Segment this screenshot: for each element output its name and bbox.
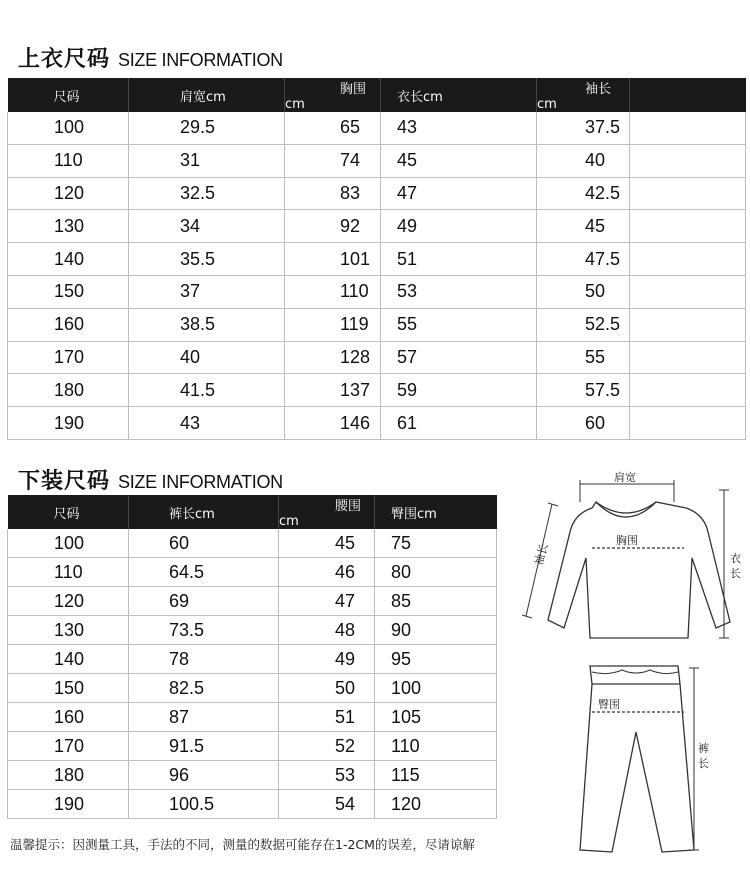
table-cell: [285, 407, 381, 440]
table-cell: [8, 177, 129, 210]
table-row: [8, 645, 497, 674]
cell-value: 87: [169, 706, 190, 727]
cell-value: 170: [54, 346, 85, 367]
column-header: [129, 495, 279, 529]
table-row: [8, 616, 497, 645]
top-title-en: SIZE INFORMATION: [118, 50, 283, 70]
table-cell: [279, 790, 375, 819]
shoulder-label: 肩宽: [614, 471, 636, 484]
table-cell: [630, 308, 746, 341]
table-cell: [537, 144, 630, 177]
table-cell: [537, 407, 630, 440]
table-cell: [279, 529, 375, 558]
cell-value: 38.5: [180, 314, 216, 335]
table-cell: [630, 407, 746, 440]
table-cell: [129, 587, 279, 616]
cell-value: 43: [180, 412, 201, 433]
cell-value: 137: [340, 379, 371, 400]
cell-value: [630, 380, 646, 400]
table-cell: [279, 674, 375, 703]
table-cell: [8, 616, 129, 645]
table-cell: [285, 144, 381, 177]
cell-value: 52: [335, 735, 356, 756]
cell-value: 60: [585, 412, 606, 433]
column-header: [285, 78, 381, 112]
cell-value: 92: [340, 215, 361, 236]
table-cell: [285, 177, 381, 210]
cell-value: 47: [397, 182, 418, 203]
bottom-size-table: [7, 495, 497, 819]
cell-value: 45: [585, 215, 606, 236]
table-header-row: [8, 495, 497, 529]
cell-value: 73.5: [169, 619, 205, 640]
cell-value: 110: [340, 281, 369, 302]
table-row: [8, 112, 746, 144]
table-cell: [630, 275, 746, 308]
cell-value: 101: [340, 248, 371, 269]
column-header: [375, 495, 497, 529]
measurement-diagram: [508, 462, 748, 862]
table-cell: [375, 732, 497, 761]
table-cell: [381, 308, 537, 341]
column-header-label: 裤长cm: [169, 506, 215, 522]
table-cell: [129, 529, 279, 558]
cell-value: [630, 249, 646, 269]
cell-value: 48: [335, 619, 356, 640]
cell-value: 65: [340, 117, 361, 138]
cell-value: 69: [169, 590, 190, 611]
table-row: [8, 308, 746, 341]
cell-value: 51: [397, 248, 418, 269]
table-cell: [375, 761, 497, 790]
cell-value: [630, 413, 646, 433]
cell-value: 91.5: [169, 735, 205, 756]
cell-value: 37.5: [585, 117, 621, 138]
table-cell: [8, 732, 129, 761]
column-header: [381, 78, 537, 112]
table-cell: [285, 243, 381, 276]
cell-value: 115: [391, 764, 420, 785]
top-length-label-1: 衣: [730, 552, 741, 565]
cell-value: 57: [397, 346, 418, 367]
cell-value: 82.5: [169, 677, 205, 698]
cell-value: [630, 150, 646, 170]
table-cell: [375, 674, 497, 703]
table-cell: [381, 275, 537, 308]
cell-value: 64.5: [169, 561, 205, 582]
table-cell: [8, 144, 129, 177]
table-row: [8, 210, 746, 243]
cell-value: 160: [54, 706, 85, 727]
bottom-title-cn: 下装尺码: [18, 469, 111, 494]
table-cell: [630, 144, 746, 177]
cell-value: 130: [54, 619, 85, 640]
table-cell: [8, 374, 129, 407]
column-header: [8, 495, 129, 529]
column-header-label: 腰围cm: [279, 499, 362, 529]
table-cell: [8, 275, 129, 308]
table-cell: [630, 243, 746, 276]
cell-value: 50: [585, 281, 606, 302]
table-cell: [537, 243, 630, 276]
table-cell: [129, 674, 279, 703]
table-row: [8, 374, 746, 407]
column-header-label: 尺码: [53, 89, 80, 105]
table-cell: [129, 112, 285, 144]
table-row: [8, 761, 497, 790]
cell-value: 55: [397, 314, 418, 335]
cell-value: 51: [335, 706, 356, 727]
cell-value: 83: [340, 182, 361, 203]
table-cell: [630, 177, 746, 210]
table-cell: [279, 761, 375, 790]
table-row: [8, 177, 746, 210]
cell-value: 96: [169, 764, 190, 785]
table-cell: [129, 703, 279, 732]
cell-value: 31: [180, 150, 201, 171]
table-cell: [129, 645, 279, 674]
table-cell: [279, 732, 375, 761]
table-cell: [537, 210, 630, 243]
table-cell: [8, 703, 129, 732]
cell-value: 85: [391, 590, 412, 611]
cell-value: 37: [180, 281, 201, 302]
cell-value: 146: [340, 412, 371, 433]
cell-value: 130: [54, 215, 85, 236]
table-cell: [8, 790, 129, 819]
table-cell: [129, 558, 279, 587]
table-cell: [375, 703, 497, 732]
top-title-cn: 上衣尺码: [18, 47, 111, 72]
column-header-label: 胸围cm: [285, 82, 367, 112]
column-header-label: 肩宽cm: [180, 89, 226, 105]
cell-value: [630, 216, 646, 236]
cell-value: 47: [335, 590, 356, 611]
cell-value: 41.5: [180, 379, 216, 400]
table-cell: [8, 243, 129, 276]
table-cell: [537, 275, 630, 308]
cell-value: 54: [335, 793, 356, 814]
bottom-section-title: [18, 464, 283, 495]
cell-value: 110: [391, 735, 420, 756]
cell-value: 55: [585, 346, 606, 367]
shirt-illustration: [548, 502, 730, 638]
table-cell: [381, 243, 537, 276]
cell-value: 47.5: [585, 248, 621, 269]
table-cell: [8, 112, 129, 144]
column-header: [8, 78, 129, 112]
bottom-title-en: SIZE INFORMATION: [118, 472, 283, 492]
cell-value: 110: [54, 561, 83, 582]
table-cell: [279, 558, 375, 587]
cell-value: 120: [54, 590, 85, 611]
cell-value: 35.5: [180, 248, 216, 269]
table-cell: [285, 112, 381, 144]
cell-value: [630, 117, 646, 137]
cell-value: 190: [54, 793, 85, 814]
cell-value: 140: [54, 248, 85, 269]
table-cell: [8, 761, 129, 790]
cell-value: 60: [169, 532, 190, 553]
table-row: [8, 790, 497, 819]
cell-value: 75: [391, 532, 412, 553]
table-cell: [129, 177, 285, 210]
table-cell: [129, 732, 279, 761]
column-header-label: 臀围cm: [391, 506, 437, 522]
cell-value: 34: [180, 215, 201, 236]
table-cell: [8, 210, 129, 243]
table-cell: [537, 177, 630, 210]
cell-value: 49: [335, 648, 356, 669]
cell-value: 150: [54, 677, 85, 698]
table-cell: [381, 210, 537, 243]
cell-value: 40: [180, 346, 201, 367]
cell-value: 119: [340, 314, 369, 335]
table-row: [8, 674, 497, 703]
table-cell: [8, 341, 129, 374]
table-cell: [375, 529, 497, 558]
table-cell: [129, 275, 285, 308]
column-header-label: 尺码: [53, 506, 80, 522]
hip-label: 臀围: [598, 698, 620, 711]
table-cell: [375, 790, 497, 819]
cell-value: 53: [397, 281, 418, 302]
table-cell: [8, 407, 129, 440]
table-cell: [285, 308, 381, 341]
table-cell: [381, 112, 537, 144]
table-cell: [630, 341, 746, 374]
table-cell: [129, 790, 279, 819]
table-cell: [8, 587, 129, 616]
cell-value: 170: [54, 735, 85, 756]
table-row: [8, 275, 746, 308]
pants-length-label-2: 长: [698, 757, 709, 770]
cell-value: 57.5: [585, 379, 621, 400]
cell-value: 90: [391, 619, 412, 640]
chest-label: 胸围: [616, 534, 638, 547]
table-cell: [129, 407, 285, 440]
cell-value: 53: [335, 764, 356, 785]
table-cell: [285, 275, 381, 308]
table-row: [8, 587, 497, 616]
cell-value: 140: [54, 648, 85, 669]
table-cell: [129, 616, 279, 645]
table-cell: [129, 761, 279, 790]
table-row: [8, 529, 497, 558]
table-row: [8, 144, 746, 177]
cell-value: 74: [340, 150, 361, 171]
table-cell: [375, 645, 497, 674]
table-cell: [279, 616, 375, 645]
cell-value: 180: [54, 764, 85, 785]
cell-value: 110: [54, 150, 83, 171]
cell-value: 59: [397, 379, 418, 400]
column-header: [537, 78, 630, 112]
cell-value: [630, 281, 646, 301]
cell-value: [630, 183, 646, 203]
cell-value: 45: [397, 150, 418, 171]
table-cell: [8, 674, 129, 703]
column-header-label: 衣长cm: [397, 89, 443, 105]
cell-value: 120: [391, 793, 422, 814]
table-cell: [630, 374, 746, 407]
table-cell: [8, 529, 129, 558]
table-row: [8, 243, 746, 276]
table-row: [8, 703, 497, 732]
cell-value: 61: [397, 412, 418, 433]
table-row: [8, 407, 746, 440]
table-cell: [129, 341, 285, 374]
cell-value: 120: [54, 182, 85, 203]
cell-value: 32.5: [180, 182, 216, 203]
column-header-label: 袖长cm: [537, 82, 612, 112]
table-row: [8, 558, 497, 587]
table-cell: [381, 144, 537, 177]
table-cell: [537, 374, 630, 407]
table-cell: [381, 177, 537, 210]
table-cell: [375, 587, 497, 616]
cell-value: [630, 314, 646, 334]
cell-value: 49: [397, 215, 418, 236]
cell-value: 40: [585, 150, 606, 171]
length-measure: [719, 490, 729, 638]
table-cell: [8, 558, 129, 587]
table-cell: [381, 374, 537, 407]
table-cell: [129, 308, 285, 341]
table-cell: [537, 112, 630, 144]
table-cell: [630, 112, 746, 144]
cell-value: 78: [169, 648, 190, 669]
table-cell: [129, 374, 285, 407]
cell-value: 50: [335, 677, 356, 698]
cell-value: 105: [391, 706, 422, 727]
pants-illustration: [580, 666, 694, 852]
top-size-table: [7, 78, 746, 440]
cell-value: 42.5: [585, 182, 621, 203]
cell-value: 128: [340, 346, 371, 367]
cell-value: 160: [54, 314, 85, 335]
table-row: [8, 732, 497, 761]
table-cell: [285, 210, 381, 243]
table-header-row: [8, 78, 746, 112]
table-cell: [129, 243, 285, 276]
column-header: [630, 78, 746, 112]
cell-value: 52.5: [585, 314, 621, 335]
top-section-title: [18, 42, 283, 73]
cell-value: 95: [391, 648, 412, 669]
table-cell: [537, 308, 630, 341]
table-cell: [279, 703, 375, 732]
table-cell: [537, 341, 630, 374]
table-cell: [279, 587, 375, 616]
cell-value: 100: [54, 532, 85, 553]
top-length-label-2: 长: [730, 567, 741, 580]
column-header: [129, 78, 285, 112]
table-row: [8, 341, 746, 374]
cell-value: 46: [335, 561, 356, 582]
cell-value: [630, 347, 646, 367]
table-cell: [279, 645, 375, 674]
sleeve-label: 袖长: [532, 542, 551, 567]
pants-length-label-1: 裤: [698, 742, 709, 755]
cell-value: 100.5: [169, 793, 215, 814]
cell-value: 100: [391, 677, 422, 698]
table-cell: [129, 144, 285, 177]
table-cell: [129, 210, 285, 243]
cell-value: 80: [391, 561, 412, 582]
column-header: [279, 495, 375, 529]
table-cell: [8, 645, 129, 674]
table-cell: [285, 341, 381, 374]
cell-value: 180: [54, 379, 85, 400]
footnote: 温馨提示：因测量工具，手法的不同，测量的数据可能存在1-2CM的误差，尽请谅解: [10, 837, 475, 852]
table-cell: [375, 558, 497, 587]
table-cell: [381, 341, 537, 374]
cell-value: 43: [397, 117, 418, 138]
cell-value: 45: [335, 532, 356, 553]
cell-value: 100: [54, 117, 85, 138]
table-cell: [8, 308, 129, 341]
cell-value: 29.5: [180, 117, 216, 138]
table-cell: [375, 616, 497, 645]
cell-value: 150: [54, 281, 85, 302]
table-cell: [381, 407, 537, 440]
column-header-label: [630, 88, 646, 103]
table-cell: [285, 374, 381, 407]
table-cell: [630, 210, 746, 243]
cell-value: 190: [54, 412, 85, 433]
